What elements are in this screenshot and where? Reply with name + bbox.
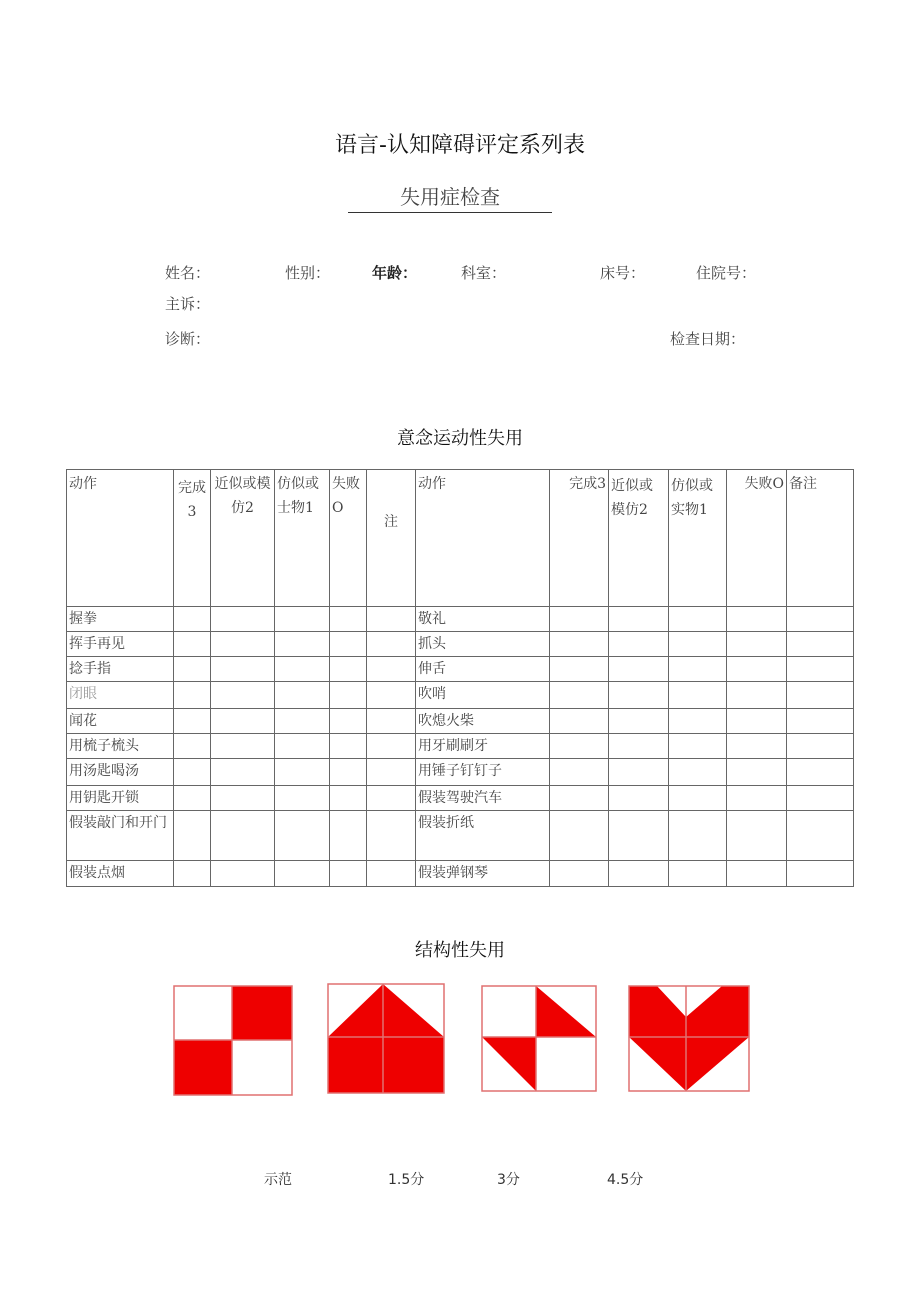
- score-cell: [211, 682, 275, 709]
- score-cell: [174, 861, 211, 887]
- score-cell: [367, 811, 416, 861]
- action-cell-right: 敬礼: [416, 607, 550, 632]
- score-cell: [787, 657, 854, 682]
- action-cell-right: 假装弹钢琴: [416, 861, 550, 887]
- table-row: [67, 786, 854, 811]
- constructional-section-title: 结构性失用: [415, 940, 505, 961]
- score-cell: [609, 759, 669, 786]
- score-cell: [787, 682, 854, 709]
- table-row: [67, 759, 854, 786]
- page-title: 语言-认知障碍评定系列表: [335, 133, 585, 158]
- score-cell: [550, 632, 609, 657]
- diagnosis-label: 诊断：: [165, 330, 211, 348]
- table-row: [67, 734, 854, 759]
- score-cell: [787, 734, 854, 759]
- score-cell: [330, 607, 367, 632]
- bed-label: 床号：: [600, 264, 646, 282]
- score-cell: [367, 759, 416, 786]
- header-cell: 注: [367, 470, 416, 607]
- score-cell: [174, 811, 211, 861]
- score-cell: [330, 709, 367, 734]
- header-cell: 近似或模仿2: [609, 470, 669, 607]
- score-cell: [550, 759, 609, 786]
- score-cell: [787, 607, 854, 632]
- score-cell: [550, 682, 609, 709]
- action-cell-left: 假装敲门和开门: [67, 811, 174, 861]
- score-label-demo: 示范: [264, 1172, 292, 1188]
- header-cell: 动作: [67, 470, 174, 607]
- score-cell: [727, 632, 787, 657]
- action-cell-left: 挥手再见: [67, 632, 174, 657]
- score-cell: [727, 759, 787, 786]
- score-cell: [275, 811, 330, 861]
- action-cell-left: 捻手指: [67, 657, 174, 682]
- score-cell: [550, 786, 609, 811]
- action-cell-right: 伸舌: [416, 657, 550, 682]
- score-cell: [367, 709, 416, 734]
- score-cell: [275, 861, 330, 887]
- score-cell: [211, 607, 275, 632]
- score-cell: [609, 632, 669, 657]
- figure-4-5-points: [627, 985, 751, 1093]
- score-cell: [550, 811, 609, 861]
- header-cell: 失败O: [330, 470, 367, 607]
- action-cell-left: 用梳子梳头: [67, 734, 174, 759]
- action-cell-left: 闭眼: [67, 682, 174, 709]
- score-cell: [211, 861, 275, 887]
- score-cell: [330, 786, 367, 811]
- score-cell: [211, 786, 275, 811]
- score-cell: [669, 632, 727, 657]
- score-cell: [330, 682, 367, 709]
- action-cell-left: 假装点烟: [67, 861, 174, 887]
- score-cell: [787, 759, 854, 786]
- score-cell: [367, 861, 416, 887]
- score-cell: [550, 657, 609, 682]
- score-cell: [787, 632, 854, 657]
- score-cell: [727, 682, 787, 709]
- table-row: [67, 811, 854, 861]
- score-cell: [211, 709, 275, 734]
- score-cell: [330, 759, 367, 786]
- score-cell: [174, 682, 211, 709]
- score-cell: [609, 861, 669, 887]
- score-cell: [669, 709, 727, 734]
- demo-figure: [172, 985, 294, 1097]
- figure-fill: [328, 984, 444, 1093]
- action-cell-right: 用锤子钉钉子: [416, 759, 550, 786]
- table-header-row: [67, 470, 854, 607]
- age-label: 年龄：: [372, 264, 418, 282]
- header-cell: 完成3: [174, 470, 211, 607]
- gender-label: 性别：: [285, 264, 331, 282]
- score-cell: [330, 632, 367, 657]
- score-cell: [727, 657, 787, 682]
- score-cell: [669, 734, 727, 759]
- action-cell-right: 假装驾驶汽车: [416, 786, 550, 811]
- score-cell: [609, 682, 669, 709]
- action-cell-left: 用汤匙喝汤: [67, 759, 174, 786]
- table-row: [67, 709, 854, 734]
- score-cell: [727, 811, 787, 861]
- score-cell: [275, 786, 330, 811]
- score-cell: [275, 682, 330, 709]
- score-cell: [174, 632, 211, 657]
- table-row: [67, 682, 854, 709]
- score-cell: [609, 734, 669, 759]
- exam-date-label: 检查日期：: [670, 330, 746, 348]
- score-cell: [367, 734, 416, 759]
- score-cell: [727, 607, 787, 632]
- score-cell: [330, 811, 367, 861]
- score-cell: [174, 607, 211, 632]
- department-label: 科室：: [461, 264, 507, 282]
- figure-fill: [174, 1040, 232, 1095]
- score-cell: [211, 657, 275, 682]
- action-cell-left: 闻花: [67, 709, 174, 734]
- score-cell: [367, 632, 416, 657]
- header-cell: 近似或模仿2: [211, 470, 275, 607]
- header-cell: 仿似或士物1: [275, 470, 330, 607]
- action-cell-left: 用钥匙开锁: [67, 786, 174, 811]
- ideomotor-table: [66, 469, 854, 887]
- score-cell: [174, 734, 211, 759]
- page-subtitle: 失用症检查: [348, 181, 552, 213]
- score-cell: [275, 632, 330, 657]
- ideomotor-section-title: 意念运动性失用: [397, 428, 523, 449]
- action-cell-right: 吹熄火柴: [416, 709, 550, 734]
- action-cell-right: 假装折纸: [416, 811, 550, 861]
- score-label-4-5: 4.5分: [607, 1172, 644, 1188]
- header-cell: 失败O: [727, 470, 787, 607]
- score-cell: [550, 861, 609, 887]
- header-cell: 仿似或实物1: [669, 470, 727, 607]
- score-cell: [550, 607, 609, 632]
- score-cell: [330, 861, 367, 887]
- score-cell: [174, 657, 211, 682]
- header-cell: 完成3: [550, 470, 609, 607]
- score-cell: [174, 786, 211, 811]
- score-cell: [669, 786, 727, 811]
- score-cell: [669, 607, 727, 632]
- header-cell: 动作: [416, 470, 550, 607]
- score-cell: [609, 709, 669, 734]
- score-cell: [787, 861, 854, 887]
- score-cell: [787, 786, 854, 811]
- score-cell: [550, 709, 609, 734]
- score-cell: [367, 607, 416, 632]
- score-cell: [609, 607, 669, 632]
- score-cell: [609, 657, 669, 682]
- figure-3-points: [480, 985, 598, 1093]
- score-cell: [787, 811, 854, 861]
- figure-fill: [536, 986, 596, 1037]
- table-row: [67, 861, 854, 887]
- score-cell: [211, 734, 275, 759]
- score-cell: [787, 709, 854, 734]
- header-cell: 备注: [787, 470, 854, 607]
- table-row: [67, 607, 854, 632]
- score-label-1-5: 1.5分: [388, 1172, 425, 1188]
- score-cell: [330, 734, 367, 759]
- score-cell: [174, 759, 211, 786]
- score-cell: [174, 709, 211, 734]
- score-cell: [609, 811, 669, 861]
- score-cell: [367, 786, 416, 811]
- score-cell: [669, 682, 727, 709]
- table-row: [67, 632, 854, 657]
- action-cell-right: 吹哨: [416, 682, 550, 709]
- complaint-label: 主诉：: [165, 295, 211, 313]
- score-cell: [275, 734, 330, 759]
- score-cell: [211, 759, 275, 786]
- score-cell: [727, 734, 787, 759]
- score-cell: [275, 709, 330, 734]
- score-label-3: 3分: [497, 1172, 520, 1188]
- action-cell-left: 握拳: [67, 607, 174, 632]
- score-cell: [609, 786, 669, 811]
- score-cell: [275, 657, 330, 682]
- score-cell: [727, 786, 787, 811]
- score-cell: [211, 811, 275, 861]
- score-cell: [669, 759, 727, 786]
- score-cell: [367, 682, 416, 709]
- score-cell: [727, 861, 787, 887]
- action-cell-right: 抓头: [416, 632, 550, 657]
- figure-fill: [482, 1037, 536, 1091]
- score-cell: [550, 734, 609, 759]
- admission-no-label: 住院号：: [696, 264, 757, 282]
- figure-1-5-points: [326, 983, 446, 1095]
- table-row: [67, 657, 854, 682]
- score-cell: [275, 759, 330, 786]
- score-cell: [669, 811, 727, 861]
- score-cell: [211, 632, 275, 657]
- action-cell-right: 用牙刷刷牙: [416, 734, 550, 759]
- name-label: 姓名：: [165, 264, 211, 282]
- score-cell: [669, 861, 727, 887]
- score-cell: [330, 657, 367, 682]
- score-cell: [367, 657, 416, 682]
- figure-fill: [629, 986, 749, 1091]
- figure-fill: [232, 986, 292, 1040]
- score-cell: [275, 607, 330, 632]
- score-cell: [727, 709, 787, 734]
- score-cell: [669, 657, 727, 682]
